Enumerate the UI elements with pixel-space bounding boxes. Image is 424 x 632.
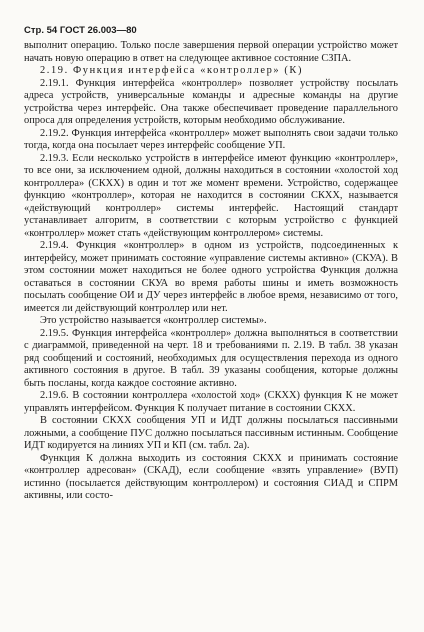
paragraph-2-19-4: 2.19.4. Функция «контроллер» в одном из устройств, подсоединенных к интерфейсу, может принимать состояние «управление системы активно» (СКУА). В этом состоянии может находиться не более одного устройства Функция должна оставаться в состоянии СКУА во время работы шины и иметь возможность посылать сообщение ОИ и ДУ через интерфейс в любое время, независимо от того, имеется ли действующий контроллер или нет. xyxy=(24,240,398,314)
page-header xyxy=(24,24,398,40)
paragraph-2-19-5: 2.19.5. Функция интерфейса «контроллер» должна выполняться в соответствии с диаграммой, приведенной на черт. 18 и требованиями п. 2.19. В табл. 38 указан ряд сообщений и состояний, необходимых для осуществления перехода из одного активного состояния в другое. В табл. 39 указаны сообщения, которые должны быть посланы, когда каждое состояние активно. xyxy=(24,327,398,389)
page-number: Стр. 54 xyxy=(24,25,58,36)
paragraph-function-k-exit: Функция К должна выходить из состояния СКХХ и принимать состояние «контроллер адресован» (СКАД), если сообщение «взять управление» (ВУП) истинно (посылается действующим контроллером) и состояния СИАД и СПРМ активны, или состо- xyxy=(24,452,398,501)
body-text xyxy=(24,40,398,503)
paragraph-system-controller: Это устройство называется «контроллер системы». xyxy=(40,315,267,326)
paragraph-continuation: выполнит операцию. Только после завершения первой операции устройство может начать новую операцию в ответ на следующее активное состояние СЗПА. xyxy=(24,40,398,64)
paragraph-2-19-2: 2.19.2. Функция интерфейса «контроллер» может выполнять свои задачи только тогда, когда она посылает через интерфейс сообщение УП. xyxy=(24,127,398,151)
standard-code: ГОСТ 26.003—80 xyxy=(59,25,137,36)
section-heading-2-19: 2.19. Функция интерфейса «контроллер» (К) xyxy=(40,65,304,76)
paragraph-2-19-1: 2.19.1. Функция интерфейса «контроллер» позволяет устройству посылать адреса устройств, универсальные команды и адресные команды на другие устройства через интерфейс. Она также обеспечивает проведение параллельного опроса для определения устройств, которым необходимо обслуживание. xyxy=(24,77,398,126)
paragraph-2-19-6: 2.19.6. В состоянии контроллера «холостой ход» (СКХХ) функция К не может управлять интерфейсом. Функция К получает питание в состоянии СКХХ. xyxy=(24,390,398,414)
paragraph-2-19-3: 2.19.3. Если несколько устройств в интерфейсе имеют функцию «контроллер», то все они, за исключением одной, должны находиться в состоянии «холостой ход контроллера» (СКХХ) в один и тот же момент времени. Устройство, содержащее функцию «контроллер», которая не находится в состоянии СКХХ, называется «действующий контроллер» системы интерфейс. Настоящий стандарт устанавливает алгоритм, в соответствии с которым устройство с функцией «контроллер» может стать «действующим контроллером» системы. xyxy=(24,152,398,239)
paragraph-skhh-messages: В состоянии СКХХ сообщения УП и ИДТ должны посылаться пассивными ложными, а сообщение ПУС должно посылаться пассивным истинным. Сообщение ИДТ кодируется на линиях УП и КП (см. табл. 2а). xyxy=(24,415,398,451)
